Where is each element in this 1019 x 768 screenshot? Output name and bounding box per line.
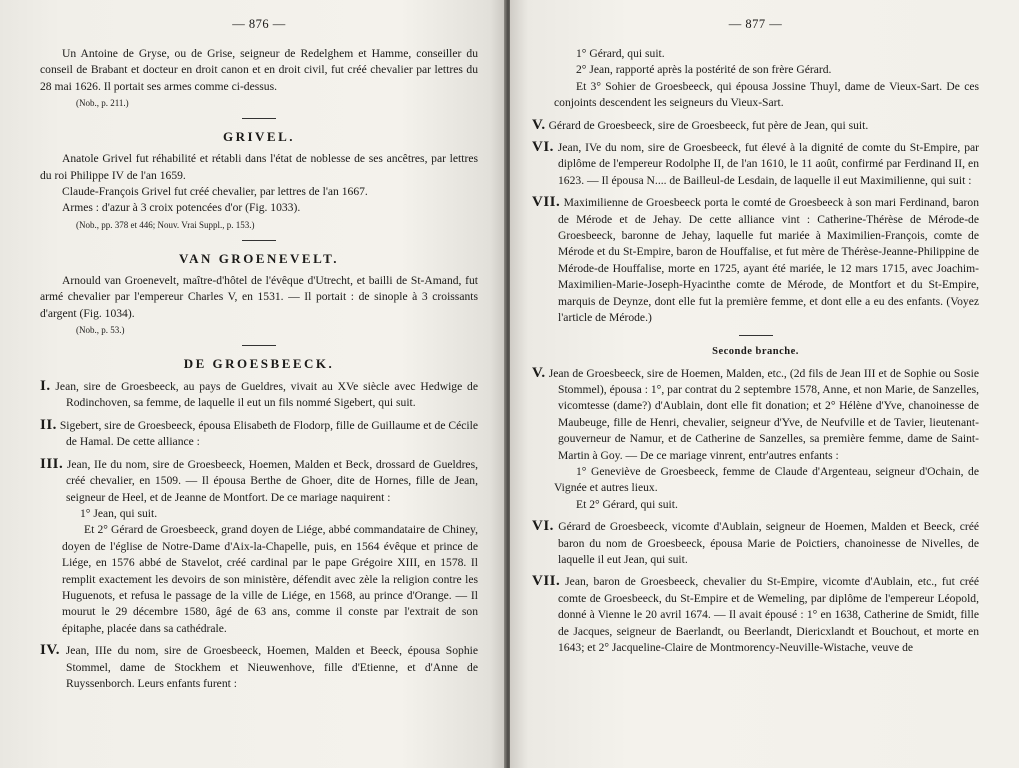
child-entry: Et 2° Gérard, qui suit. bbox=[576, 497, 678, 511]
generation-text: Jean, IVe du nom, sire de Groesbeeck, fut élevé à la dignité de comte du St-Empire, par diplôme de l'empereur Rodolphe II, de l'an 1610, le 11 août, confirmé par Ferdinand II, en 1623. — Il épousa N.... de Bailleul-de Lesdain, de laquelle il eut Maximilienne, qui suit : bbox=[557, 141, 979, 187]
entry-grivel-1: Anatole Grivel fut réhabilité et rétabli dans l'état de noblesse de ses ancêtres, par lettres du roi Philippe IV de l'an 1659. bbox=[40, 152, 478, 182]
child-entry: 2° Jean, rapporté après la postérité de son frère Gérard. bbox=[576, 63, 832, 77]
generation-number: II. bbox=[40, 416, 57, 433]
generation-number: VII. bbox=[532, 573, 561, 590]
generation-text: Jean, sire de Groesbeeck, au pays de Gueldres, vivait au XVe siècle avec Hedwige de Rodinchoven, sa femme, de laquelle il eut un fils nommé Sigebert, qui suit. bbox=[55, 380, 478, 410]
child-entry: Et 3° Sohier de Groesbeeck, qui épousa Jossine Thuyl, dame de Vieux-Sart. De ces conjoints descendent les seigneurs du Vieux-Sart. bbox=[554, 79, 979, 110]
generation-number: VI. bbox=[532, 518, 554, 535]
child-entry: 1° Gérard, qui suit. bbox=[576, 47, 665, 60]
reference: (Nob., pp. 378 et 446; Nouv. Vrai Suppl., p. 153.) bbox=[76, 219, 255, 230]
generation-entry bbox=[40, 378, 478, 412]
generation-entry bbox=[532, 518, 979, 568]
generation-number: V. bbox=[532, 116, 546, 133]
reference: (Nob., p. 53.) bbox=[76, 325, 125, 336]
page-number: — 877 — bbox=[728, 17, 783, 31]
generation-number: VI. bbox=[532, 139, 554, 156]
generation-entry bbox=[532, 573, 979, 656]
divider bbox=[242, 118, 276, 119]
section-title-groesbeeck: DE GROESBEECK. bbox=[183, 356, 335, 372]
child-entry: Et 2° Gérard de Groesbeeck, grand doyen de Liége, abbé commandataire de Chiney, doyen de l'église de Notre-Dame d'Aix-la-Chapelle, puis, en 1564 évêque et prince de Liége, en 1576 abbé de Stavelot, créé cardinal par le pape Grégoire XIII, en 1578. Il remplit exactement les devoirs de son ministère, défendit avec zèle la religion contre les Huguenots, et refusa le passage de la ville de Liége, en 1568, au prince d'Orange. — Il mourut le 29 décembre 1580, âgé de 63 ans, comme il conste par l'extrait de son épitaphe, placée dans sa cathédrale. bbox=[62, 523, 478, 635]
generation-entry bbox=[40, 642, 478, 692]
generation-text: Jean de Groesbeeck, sire de Hoemen, Malden, etc., (2d fils de Jean III et de Sophie ou Sosie Stommel), épousa : 1°, par contrat du 2 septembre 1578, Anne, et non Marie, de Sanzelles, vicomtesse (dame?) d'Aublain, dont elle fit donation; et 2° Hélène d'Yve, chanoinesse de Maubeuge, fille de Henri, chevalier, seigneur d'Yve, de Neufville et de Tavier, lieutenant-gouverneur de Namur, et de Catherine de Sanzelles, sa première femme, dame de Saint-Martin à Goy. — De ce mariage vinrent, entr'autres enfants : bbox=[548, 366, 979, 462]
child-text: 1° Jean, qui suit. bbox=[80, 506, 158, 520]
child-entry bbox=[40, 506, 478, 522]
section-title-grivel: GRIVEL. bbox=[222, 129, 296, 145]
divider bbox=[242, 345, 276, 346]
generation-entry bbox=[532, 117, 979, 134]
generation-entry bbox=[40, 456, 478, 506]
generation-number: VII. bbox=[532, 194, 561, 211]
child-entry: 1° Geneviève de Groesbeeck, femme de Claude d'Argenteau, seigneur d'Ochain, de Vignée et autres lieux. bbox=[554, 464, 979, 495]
generation-text: Jean, baron de Groesbeeck, chevalier du St-Empire, vicomte d'Aublain, etc., fut créé comte de Groesbeeck, du St-Empire et de Wemeling, par diplôme de l'empereur Léopold, donné à Vienne le 20 avril 1674. — Il avait épousé : 1° en 1638, Catherine de Smidt, fille de Jacques, seigneur de Baerlandt, ou Beerlandt, Diericxlandt et Bouchout, et morte en 1643; et 2° Jacqueline-Claire de Montmorency-Neuville-Wistache, veuve de bbox=[558, 575, 979, 654]
section-title-second-branch: Seconde branche. bbox=[712, 345, 799, 357]
generation-number: I. bbox=[40, 378, 51, 395]
generation-text: Jean, IIe du nom, sire de Groesbeeck, Hoemen, Malden et Beck, drossard de Gueldres, créé chevalier, en 1509. — Il épousa Berthe de Ghoer, dite de Hornes, fille de Jean, seigneur de Heel, et de Jeanne de Montfort. De ce mariage naquirent : bbox=[66, 457, 478, 504]
generation-text: Gérard de Groesbeeck, vicomte d'Aublain, seigneur de Hoemen, Malden et Beeck, créé baron du nom de Groesbeeck, épousa Marie de Poictiers, chanoinesse de Nivelles, de laquelle il eut Jean, qui suit. bbox=[558, 520, 979, 566]
generation-entry bbox=[532, 139, 979, 189]
generation-entry bbox=[532, 194, 979, 326]
generation-number: IV. bbox=[40, 642, 60, 659]
generation-text: Jean, IIIe du nom, sire de Groesbeeck, Hoemen, Malden et Beeck, épousa Sophie Stommel, dame de Stockhem et Nieuwenhove, fille d'Etienne, et d'Anne de Ruyssenborch. Leurs enfants furent : bbox=[65, 644, 478, 690]
generation-entry bbox=[40, 417, 478, 451]
entry-gryse: Un Antoine de Gryse, ou de Grise, seigneur de Redelghem et Hamme, conseiller du conseil de Brabant et docteur en droit canon et en droit civil, fut créé chevalier par lettres du 28 mai 1626. Il portait ses armes comme ci-dessus. bbox=[40, 47, 478, 93]
page-number: — 876 — bbox=[232, 17, 286, 31]
generation-text: Gérard de Groesbeeck, sire de Groesbeeck, fut père de Jean, qui suit. bbox=[548, 118, 869, 132]
generation-entry bbox=[532, 365, 979, 464]
entry-grivel-3: Armes : d'azur à 3 croix potencées d'or (Fig. 1033). bbox=[62, 201, 301, 215]
generation-text: Maximilienne de Groesbeeck porta le comté de Groesbeeck à son mari Ferdinand, baron de Mérode et de Jehay. De cette alliance vint : Catherine-Thérèse de Mérode-de Groesbeeck, baronne de Jehay, laquelle fut mariée à Maximilien-François, comte de Mérode et du St-Empire, baron de Houffalise, et fut mère de Thérèse-Jeanne-Philippine de Mérode-de Houffalise, morte en 1725, ayant été mariée, le 12 mars 1715, avec Joachim-Maximilien-Marie-Joseph-Hyacinthe comte de Mérode, de Montfort et du St-Empire, marquis de Deynze, dont elle fut la première femme, et dont elle a eu des enfants. (Voyez l'article de Mérode.) bbox=[558, 196, 979, 325]
left-page bbox=[0, 0, 506, 768]
right-page bbox=[510, 0, 1019, 768]
section-title-groenevelt: VAN GROENEVELT. bbox=[178, 250, 340, 266]
divider bbox=[739, 335, 773, 336]
entry-grivel-2: Claude-François Grivel fut créé chevalier, par lettres de l'an 1667. bbox=[62, 185, 368, 199]
reference: (Nob., p. 211.) bbox=[76, 98, 129, 109]
generation-text: Sigebert, sire de Groesbeeck, épousa Elisabeth de Flodorp, fille de Guillaume et de Cécile de Hamal. De cette alliance : bbox=[59, 418, 478, 449]
divider bbox=[242, 240, 276, 241]
generation-number: V. bbox=[532, 364, 546, 381]
entry-groenevelt: Arnould van Groenevelt, maître-d'hôtel de l'évêque d'Utrecht, et bailli de St-Amand, fut armé chevalier par l'empereur Charles V, en 1531. — Il portait : de sinople à 3 croissants d'argent (Fig. 1034). bbox=[40, 273, 478, 320]
generation-number: III. bbox=[40, 455, 64, 472]
